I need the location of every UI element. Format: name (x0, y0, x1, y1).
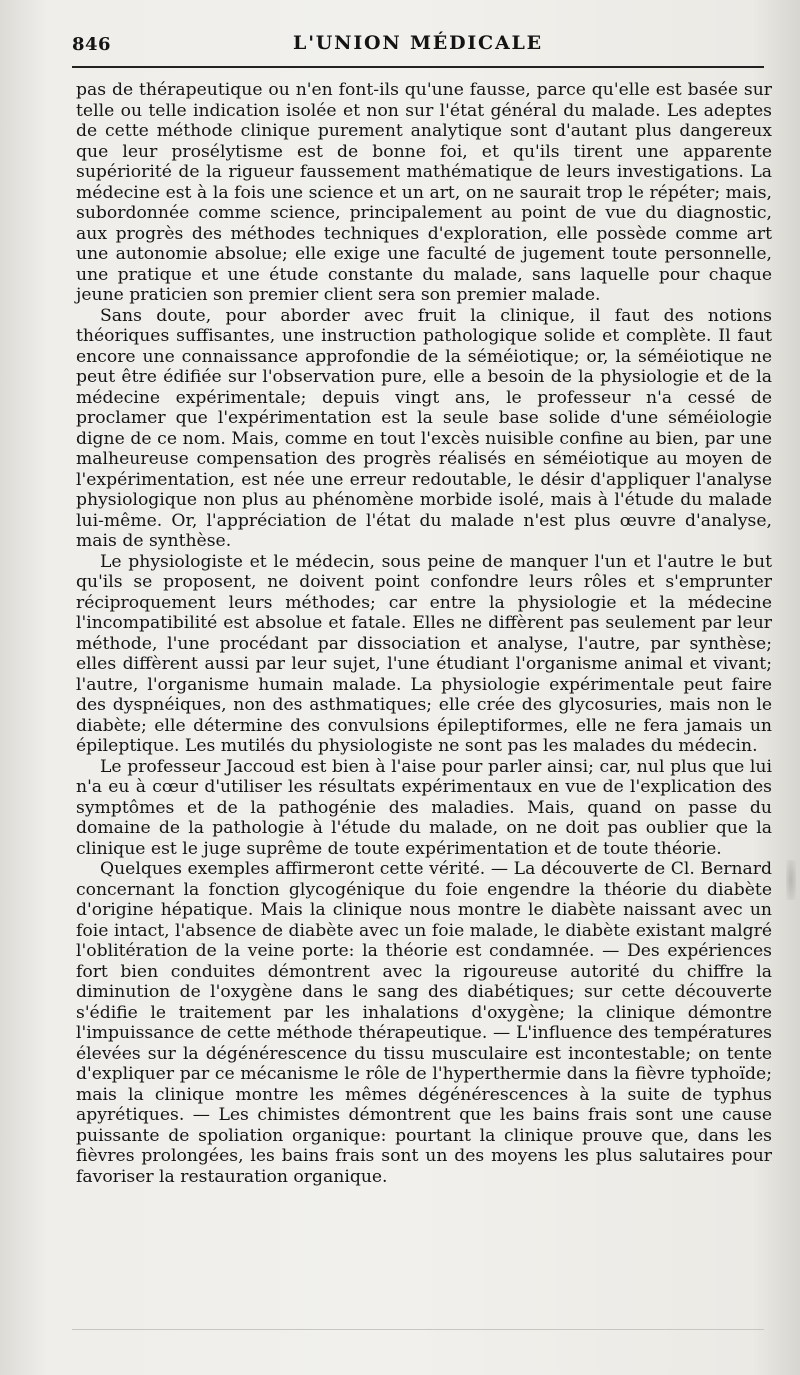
paragraph: pas de thérapeutique ou n'en font-ils qu'une fausse, parce qu'elle est basée sur telle ou telle indication isolée et non sur l'état général du malade. Les adeptes de cette méthode clinique purement analytique sont d'autant plus dangereux que leur prosélytisme est de bonne foi, et qu'ils tirent une apparente supériorité de la rigueur faussement mathématique de leurs investigations. La médecine est à la fois une science et un art, on ne saurait trop le répéter; mais, subordonnée comme science, principalement au point de vue du diagnostic, aux progrès des méthodes techniques d'exploration, elle possède comme art une autonomie absolue; elle exige une faculté de jugement toute personnelle, une pratique et une étude constante du malade, sans laquelle pour chaque jeune praticien son premier client sera son premier malade. (76, 80, 772, 305)
body-text (76, 80, 772, 1187)
paragraph: Quelques exemples affirmeront cette vérité. — La découverte de Cl. Bernard concernant la fonction glycogénique du foie engendre la théorie du diabète d'origine hépatique. Mais la clinique nous montre le diabète naissant avec un foie intact, l'absence de diabète avec un foie malade, le diabète existant malgré l'oblitération de la veine porte: la théorie est condamnée. — Des expériences fort bien conduites démontrent avec la rigoureuse autorité du chiffre la diminution de l'oxygène dans le sang des diabétiques; sur cette découverte s'édifie le traitement par les inhalations d'oxygène; la clinique démontre l'impuissance de cette méthode thérapeutique. — L'influence des températures élevées sur la dégénérescence du tissu musculaire est incontestable; on tente d'expliquer par ce mécanisme le rôle de l'hyperthermie dans la fièvre typhoïde; mais la clinique montre les mêmes dégénérescences à la suite de typhus apyrétiques. — Les chimistes démontrent que les bains frais sont une cause puissante de spoliation organique: pourtant la clinique prouve que, dans les fièvres prolongées, les bains frais sont un des moyens les plus salutaires pour favoriser la restauration organique. (76, 859, 772, 1187)
page-number: 846 (72, 34, 112, 55)
paragraph: Le professeur Jaccoud est bien à l'aise pour parler ainsi; car, nul plus que lui n'a eu à cœur d'utiliser les résultats expérimentaux en vue de l'explication des symptômes et de la pathogénie des maladies. Mais, quand on passe du domaine de la pathologie à l'étude du malade, on ne doit pas oublier que la clinique est le juge suprême de toute expérimentation et de toute théorie. (76, 756, 772, 859)
paragraph: Le physiologiste et le médecin, sous peine de manquer l'un et l'autre le but qu'ils se proposent, ne doivent point confondre leurs rôles et s'emprunter réciproquement leurs méthodes; car entre la physiologie et la médecine l'incompatibilité est absolue et fatale. Elles ne diffèrent pas seulement par leur méthode, l'une procédant par dissociation et analyse, l'autre, par synthèse; elles diffèrent aussi par leur sujet, l'une étudiant l'organisme animal et vivant; l'autre, l'organisme humain malade. La physiologie expérimentale peut faire des dyspnéiques, non des asthmatiques; elle crée des glycosuries, mais non le diabète; elle détermine des convulsions épileptiformes, elle ne fera jamais un épileptique. Les mutilés du physiologiste ne sont pas les malades du médecin. (76, 551, 772, 756)
page-header (72, 30, 764, 62)
footer-rule (72, 1329, 764, 1330)
page-smudge (786, 860, 796, 900)
header-rule (72, 66, 764, 68)
paragraph: Sans doute, pour aborder avec fruit la clinique, il faut des notions théoriques suffisantes, une instruction pathologique solide et complète. Il faut encore une connaissance approfondie de la séméiotique; or, la séméiotique ne peut être édifiée sur l'observation pure, elle a besoin de la physiologie et de la médecine expérimentale; depuis vingt ans, le professeur n'a cessé de proclamer que l'expérimentation est la seule base solide d'une séméiologie digne de ce nom. Mais, comme en tout l'excès nuisible confine au bien, par une malheureuse compensation des progrès réalisés en séméiotique au moyen de l'expérimentation, est née une erreur redoutable, le désir d'appliquer l'analyse physiologique non plus au phénomène morbide isolé, mais à l'étude du malade lui-même. Or, l'appréciation de l'état du malade n'est plus œuvre d'analyse, mais de synthèse. (76, 305, 772, 551)
running-title: L'UNION MÉDICALE (293, 32, 543, 54)
page-footer (72, 1327, 764, 1357)
